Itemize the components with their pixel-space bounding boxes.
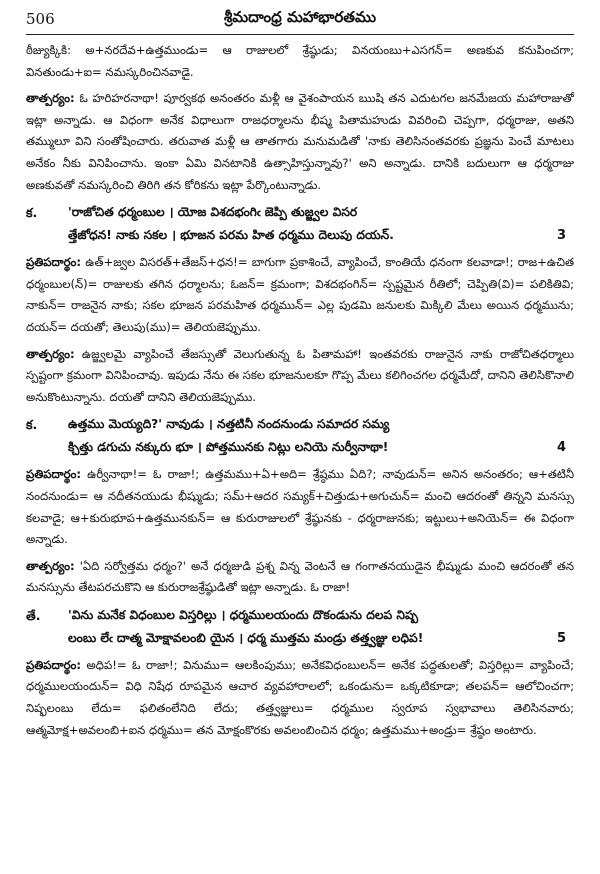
verse-meter: క. xyxy=(26,417,38,433)
block-label: తాత్పర్యం: xyxy=(26,91,75,106)
word-meaning-paragraph xyxy=(26,655,574,741)
block-label: ప్రతిపదార్థం: xyxy=(26,255,81,270)
verse-line: లంబు లేఁ దాత్మ మోక్షావలంబి యైన । ధర్మ ముత్తమ మండ్రు తత్త్వజ్ఞు లధిప! xyxy=(68,630,424,645)
meaning-paragraph xyxy=(26,344,574,409)
verse-line: ఉత్తము మెయ్యది?' నావుడు । నత్తటినీ నందనుండు సమాదర సమ్య xyxy=(68,417,390,432)
block-label: తాత్పర్యం: xyxy=(26,558,75,573)
word-meaning-paragraph xyxy=(26,252,574,338)
block-text: ఓ హరిహరనాథా! పూర్వకథ అనంతరం మళ్లీ ఆ వైశంపాయన ఋషి తన ఎదుటగల జనమేజయ మహారాజుతో ఇట్లా అన్నాడు. ఆ విధంగా అనేక విధాలుగా రాజధర్మాలను భీష్మ పితామహుడు వివరించి చెప్పగా, ధర్మరాజు, అతని తమ్ములూ విని సంతోషించారు. తరువాత మళ్లీ ఆ తాతగారు మనుమడితో 'నాకు తెలిసినంతవరకు ప్రజ్ఞను పెంచే మాటలు అనేకం నీకు వినిపించాను. ఇంకా ఏమి వినటానికి ఉత్సాహిస్తున్నావు?' అని అన్నాడు. దానికి బదులుగా ఆ ధర్మరాజు అణకువతో నమస్కరించి తిరిగి తన కోరికను ఇట్లా పేర్కొంటున్నాడు. xyxy=(26,91,574,192)
page-body xyxy=(26,40,574,741)
verse-line: త్తేజోధన! నాకు సకల । భూజన పరమ హిత ధర్మము దెలుపు దయన్. xyxy=(68,228,394,243)
block-text: ఉర్వీనాథా!= ఓ రాజా!; ఉత్తమము+ఏ+అది= శ్రేష్ఠము ఏది?; నావుడున్= అనిన అనంతరం; ఆ+తటినీ నందనుండు= ఆ నదీతనయుడు భీష్ముడు; సమ్+ఆదర సమ్యక్+చిత్తుడు+అగుచున్= మంచి ఆదరంతో తిన్నని మనస్సు కలవాడై; ఆ+కురుభూప+ఉత్తమునకున్= ఆ కురురాజులలో శ్రేష్ఠునకు - ధర్మరాజునకు; ఇట్టులు+అనియెన్= ఈ విధంగా అన్నాడు. xyxy=(26,467,574,547)
verse-number: 3 xyxy=(556,228,566,244)
block-text: అధిప!= ఓ రాజా!; వినుము= ఆలకింపుము; అనేకవిధంబులన్= అనేక పద్ధతులతో; విస్తరిల్లు= వ్యాపించే; ధర్మములయందున్= విధి నిషేధ రూపమైన ఆచార వ్యవహారాలలో; ఒకండును= ఒక్కటికూడా; తలపన్= ఆలోచించగా; నిష్ఫలంబు లేదు= ఫలితంలేనిది లేదు; తత్త్వజ్ఞులు= ధర్మముల స్వరూప స్వభావాలు తెలిసినవారు; ఆత్మమోక్ష+అవలంబి+ఐన ధర్మము= తన మోక్షంకొరకు అవలంబించిన ధర్మం; ఉత్తమము+అండ్రు= శ్రేష్ఠం అంటారు. xyxy=(26,657,574,737)
block-text: 'ఏది సర్వోత్తమ ధర్మం?' అనే ధర్మజుడి ప్రశ్న విన్న వెంటనే ఆ గంగాతనయుడైన భీష్ముడు మంచి ఆదరంతో తన మనస్సును తేటపరచుకొని ఆ కురురాజశ్రేష్ఠుడితో ఇట్లా అన్నాడు. ఓ రాజా! xyxy=(26,558,574,595)
block-text: ఉజ్జ్వలమై వ్యాపించే తేజస్సుతో వెలుగుతున్న ఓ పితామహా! ఇంతవరకు రాజునైన నాకు రాజోచితధర్మాలు స్పష్టంగా క్రమంగా వినిపించావు. ఇపుడు నేను ఈ సకల భూజనులకూ గొప్ప మేలు కలిగించగల ధర్మమేదో, దానిని తెలిసికొనాలి అనుకొంటున్నాను. దయతో దానిని తెలియజెప్పుము. xyxy=(26,346,574,404)
verse-meter: క. xyxy=(26,205,38,221)
block-label: ప్రతిపదార్థం: xyxy=(26,467,81,482)
verse-meter: తే. xyxy=(26,607,41,623)
running-title: శ్రీమదాంధ్ర మహాభారతము xyxy=(223,8,377,26)
block-text: ఉత్+జ్వల విసరత్+తేజస్+ధన!= బాగుగా ప్రకాశించే, వ్యాపించే, కాంతియే ధనంగా కలవాడా!; రాజ+ఉచిత ధర్మంబుల(న్)= రాజులకు తగిన ధర్మాలను; ఓజన్= క్రమంగా; విశదభంగిన్= స్పష్టమైన రీతిలో; చెప్పితి(వి)= పలికితివి; నాకున్= రాజనైన నాకు; సకల భూజన పరమహిత ధర్మమున్= ఎల్ల పుడమి జనులకు మిక్కిలి మేలు అయిన ధర్మమును; దయన్= దయతో; తెలుపు(ము)= తెలియజెప్పుము. xyxy=(26,255,574,334)
verse-number: 5 xyxy=(556,630,566,646)
meaning-paragraph xyxy=(26,88,574,196)
meaning-paragraph xyxy=(26,556,574,599)
verse-4 xyxy=(26,413,574,459)
verse-number: 4 xyxy=(556,440,566,456)
block-text: ఠీజ్యుక్కికి: అ+నరదేవ+ఉత్తముండు= ఆ రాజులలో శ్రేష్ఠుడు; వినయంబు+ఎసగన్= అణకువ కనుపించగా; వినతుండు+ఐ= నమస్కరించినవాడై. xyxy=(26,43,574,79)
verse-line: 'రాజోచిత ధర్మంబుల । యోజ విశదభంగిఁ జెప్పి తుజ్జ్వల విసర xyxy=(68,205,358,220)
page-number: 506 xyxy=(26,10,55,28)
verse-5 xyxy=(26,604,574,650)
verse-line: 'విను మనేక విధంబుల విస్తరిల్లు । ధర్మములయందు దొకండును దలప నిష్ప xyxy=(68,607,419,622)
header-rule xyxy=(26,34,574,35)
page-header xyxy=(26,8,574,34)
word-meaning-paragraph xyxy=(26,464,574,550)
block-label: తాత్పర్యం: xyxy=(26,346,75,361)
verse-3 xyxy=(26,201,574,247)
block-label: ప్రతిపదార్థం: xyxy=(26,657,81,672)
verse-line: క్చిత్తు డగుచు నక్కురు భూ । పోత్తమునకు నిట్లు లనియె నుర్వీనాథా! xyxy=(68,440,389,455)
gloss-continuation xyxy=(26,40,574,83)
